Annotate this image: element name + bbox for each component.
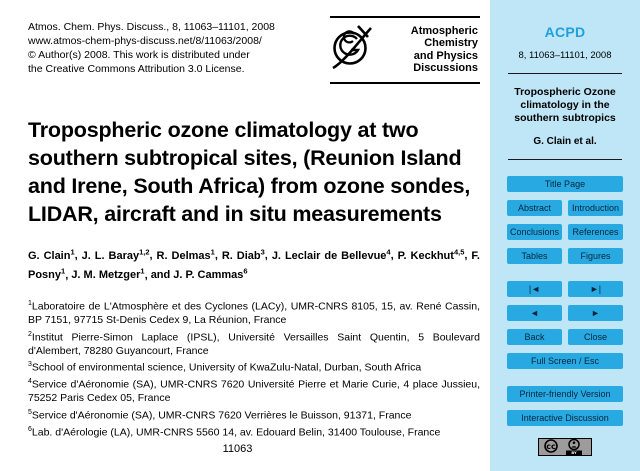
page-number: 11063	[222, 443, 253, 455]
title-page-button[interactable]: Title Page	[507, 176, 623, 192]
header-row	[28, 20, 480, 84]
cc-by-license-badge[interactable]	[538, 438, 592, 459]
journal-name	[379, 25, 480, 75]
cc-icon: cc	[546, 441, 556, 451]
sidebar-divider	[508, 73, 622, 74]
printer-version-button[interactable]: Printer-friendly Version	[507, 386, 623, 402]
citation-block	[28, 20, 275, 76]
tables-button[interactable]: Tables	[507, 248, 562, 264]
first-page-button[interactable]: |◄	[507, 281, 562, 297]
journal-name-line: Atmospheric	[410, 24, 478, 37]
sidebar-short-authors: G. Clain et al.	[533, 136, 597, 147]
interactive-discussion-button[interactable]: Interactive Discussion	[507, 410, 623, 426]
last-page-button[interactable]: ►|	[568, 281, 623, 297]
conclusions-button[interactable]: Conclusions	[507, 224, 562, 240]
paper-title: Tropospheric ozone climatology at two southern subtropical sites, (Reunion Island and Irene, South Africa) from ozone sondes, LIDAR, aircraft and in situ measurements	[28, 118, 471, 226]
journal-logo	[330, 16, 480, 84]
journal-name-line: and Physics	[413, 49, 478, 62]
sidebar-reference: 8, 11063–11101, 2008	[518, 50, 612, 61]
citation-line: the Creative Commons Attribution 3.0 License.	[28, 63, 245, 75]
affiliation: $^5$Service d'Aéronomie (SA), UMR-CNRS 7620 Verrières le Buisson, 91371, France	[28, 408, 412, 422]
egu-globe-icon	[330, 22, 374, 77]
journal-name-line: Discussions	[413, 62, 478, 74]
author: R. Delmas$^1$	[156, 247, 215, 262]
citation-line: www.atmos-chem-phys-discuss.net/8/11063/2008/	[28, 35, 262, 47]
author: J. M. Metzger$^1$	[71, 266, 145, 282]
author: and J. P. Cammas$^6$	[150, 266, 248, 282]
figures-button[interactable]: Figures	[568, 248, 623, 264]
citation-line: Atmos. Chem. Phys. Discuss., 8, 11063–11101, 2008	[28, 21, 275, 33]
sidebar-short-title: Tropospheric Ozone climatology in the southern subtropics	[514, 86, 616, 124]
author: J. L. Baray$^{1,2}$	[81, 247, 150, 262]
sidebar	[490, 0, 640, 471]
author: J. Leclair de Bellevue$^4$	[271, 247, 391, 262]
close-button[interactable]: Close	[568, 329, 623, 345]
author: F. Posny$^1$	[28, 249, 480, 282]
affiliation: $^2$Institut Pierre-Simon Laplace (IPSL), Université Versailles Saint Quentin, 5 Boulevard d'Alembert, 78280 Guyancourt, France	[28, 330, 480, 357]
fullscreen-button[interactable]: Full Screen / Esc	[507, 353, 623, 369]
journal-abbr: ACPD	[544, 24, 586, 40]
sidebar-buttons	[507, 176, 623, 434]
sidebar-divider	[508, 159, 622, 160]
button-spacer	[507, 272, 623, 281]
affiliation: $^3$School of environmental science, University of KwaZulu-Natal, Durban, South Africa	[28, 361, 422, 374]
by-label: BY	[571, 451, 577, 456]
abstract-button[interactable]: Abstract	[507, 200, 562, 216]
affiliation: $^4$Service d'Aéronomie (SA), UMR-CNRS 7620 Université Pierre et Marie Curie, 4 place Jussieu, 75252 Paris Cedex 05, France	[28, 378, 480, 405]
next-page-button[interactable]: ►	[568, 305, 623, 321]
author: G. Clain$^1$	[28, 247, 75, 262]
back-button[interactable]: Back	[507, 329, 562, 345]
author: R. Diab$^3$	[221, 247, 265, 262]
affiliation-list	[28, 297, 480, 440]
author-list: G. Clain$^1$, J. L. Baray$^{1,2}$, R. Delmas$^1$, R. Diab$^3$, J. Leclair de Bellevue$^4$, P. Keckhut$^{4,5}$, F. Posny$^1$, J. M. Metzger$^1$, and J. P. Cammas$^6$	[28, 247, 480, 282]
affiliation: $^6$Lab. d'Aérologie (LA), UMR-CNRS 5560 14, av. Edouard Belin, 31400 Toulouse, France	[28, 425, 441, 439]
button-spacer	[507, 377, 623, 386]
affiliation: $^1$Laboratoire de L'Atmosphère et des Cyclones (LACy), UMR-CNRS 8105, 15, av. René Cassin, BP 7151, 97715 St-Denis Cedex 9, La Réunion, France	[28, 300, 480, 327]
author: P. Keckhut$^{4,5}$	[397, 247, 465, 262]
prev-page-button[interactable]: ◄	[507, 305, 562, 321]
citation-line: © Author(s) 2008. This work is distributed under	[28, 49, 250, 61]
journal-name-line: Chemistry	[424, 37, 478, 49]
introduction-button[interactable]: Introduction	[568, 200, 623, 216]
references-button[interactable]: References	[568, 224, 623, 240]
